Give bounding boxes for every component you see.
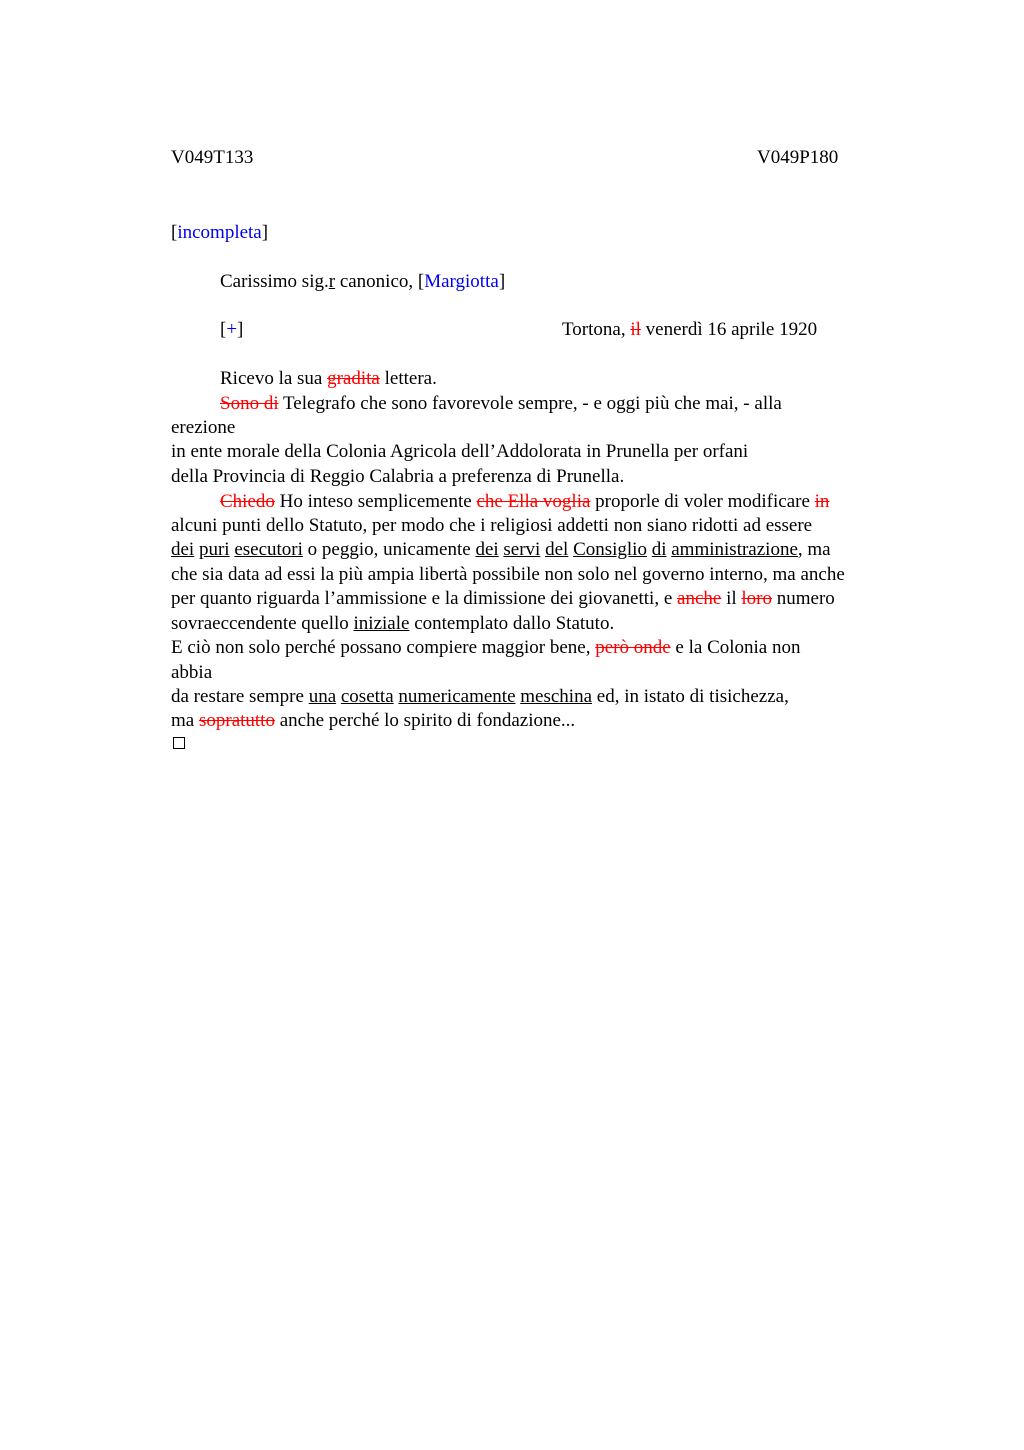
text: Ricevo la sua [220,368,328,389]
underlined-text: esecutori [234,539,303,560]
text: il [721,588,742,609]
body-line-9: che sia data ad essi la più ampia libertà possibile non solo nel governo interno, ma anche [171,564,845,585]
text: anche perché lo spirito di fondazione... [274,710,576,731]
deleted-text: Chiedo [220,491,275,512]
body-line-8 [171,538,831,562]
underlined-text: meschina [520,686,593,707]
plus-marker [220,318,243,342]
deleted-text: che Ella voglia [476,491,591,512]
body-line-2 [220,392,782,416]
underlined-text: del [545,539,569,560]
body-line-6 [220,490,829,514]
text: , ma [797,539,831,560]
underlined-text: amministrazione [671,539,798,560]
text: lettera. [379,368,437,389]
status-open: [ [171,222,178,243]
salutation-close: ] [498,271,506,292]
body-line-5: della Provincia di Reggio Calabria a preferenza di Prunella. [171,466,625,487]
text: sovraeccendente quello [171,613,354,634]
text: contemplato dallo Statuto. [409,613,615,634]
underlined-text: iniziale [353,613,410,634]
text: e la Colonia non [670,637,801,658]
text: Ho inteso semplicemente [274,491,477,512]
body-line-14 [171,685,789,709]
deleted-text: anche [677,588,722,609]
text: da restare sempre [171,686,309,707]
document-code-left: V049T133 [171,147,254,168]
plus-open: [ [220,319,227,340]
underlined-text: di [651,539,667,560]
dateline [562,318,817,342]
end-marker-checkbox-icon [173,737,185,749]
text: numero [772,588,835,609]
text: ed, in istato di tisichezza, [592,686,789,707]
body-line-12 [171,636,800,660]
deleted-text: loro [741,588,772,609]
underlined-text: puri [198,539,230,560]
status-close: ] [261,222,269,243]
body-line-15 [171,709,575,733]
underlined-text: Consiglio [573,539,647,560]
salutation [220,270,505,294]
recipient-name: Margiotta [424,271,499,292]
date-place: Tortona, [562,319,631,340]
status-note [171,221,268,245]
underlined-text: numericamente [398,686,516,707]
text: Telegrafo che sono favorevole sempre, - e oggi più che mai, - alla [278,393,782,414]
date-deleted: il [630,319,641,340]
underlined-text: cosetta [340,686,394,707]
text: proporle di voler modificare [590,491,815,512]
salutation-abbr: r [328,271,336,292]
status-label: incompleta [177,222,262,243]
deleted-text: Sono di [220,393,279,414]
underlined-text: servi [503,539,541,560]
deleted-text: però onde [595,637,671,658]
salutation-middle: canonico, [ [335,271,425,292]
underlined-text: dei [171,539,195,560]
underlined-text: una [308,686,337,707]
deleted-text: sopratutto [198,710,275,731]
body-line-4: in ente morale della Colonia Agricola dell’Addolorata in Prunella per orfani [171,441,749,462]
date-text: venerdì 16 aprile 1920 [640,319,818,340]
text: E ciò non solo perché possano compiere maggior bene, [171,637,596,658]
deleted-text: in [814,491,830,512]
plus-sign: + [226,319,238,340]
body-line-3: erezione [171,417,236,438]
body-line-1 [220,367,437,391]
underlined-text: dei [475,539,499,560]
body-line-7: alcuni punti dello Statuto, per modo che i religiosi addetti non siano ridotti ad essere [171,515,813,536]
body-line-10 [171,587,835,611]
plus-close: ] [237,319,244,340]
text: ma [171,710,199,731]
body-line-13: abbia [171,662,213,683]
text: o peggio, unicamente [302,539,476,560]
document-code-right: V049P180 [757,147,839,168]
body-line-11 [171,612,614,636]
text: per quanto riguarda l’ammissione e la dimissione dei giovanetti, e [171,588,678,609]
salutation-prefix: Carissimo sig. [220,271,329,292]
deleted-text: gradita [327,368,380,389]
